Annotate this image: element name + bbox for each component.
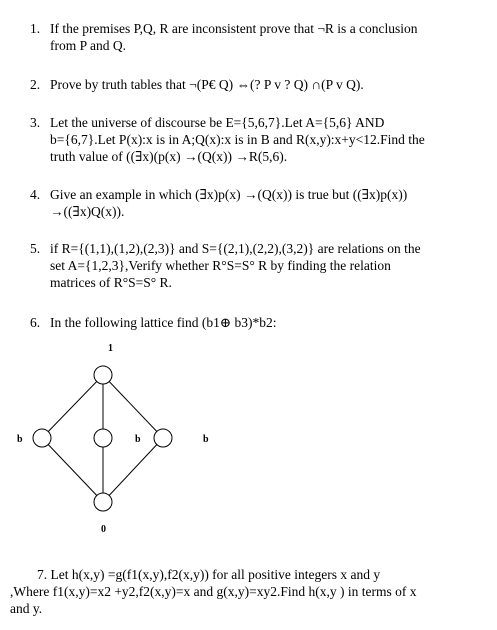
lattice-label-top: 1 <box>108 343 113 354</box>
question-text-line: matrices of R°S=S° R. <box>50 275 172 290</box>
question-number: 5. <box>30 241 41 256</box>
question-text-line: 7. Let h(x,y) =g(f1(x,y),f2(x,y)) for all positive integers x and y <box>37 567 381 582</box>
question-5 <box>30 240 492 291</box>
lattice-node-middle <box>94 429 112 447</box>
question-2 <box>30 76 492 93</box>
question-text-line: If the premises P,Q, R are inconsistent prove that ¬R is a conclusion <box>50 21 418 36</box>
lattice-node-right <box>154 429 172 447</box>
question-number: 3. <box>30 115 41 130</box>
question-6 <box>30 314 492 331</box>
question-text-line: if R={(1,1),(1,2),(2,3)} and S={(2,1),(2,2),(3,2)} are relations on the <box>50 241 421 256</box>
question-text-line: →((∃x)Q(x)). <box>50 204 125 219</box>
lattice-label-middle: b <box>135 434 141 445</box>
lattice-edge <box>103 438 163 502</box>
question-4 <box>30 186 492 220</box>
question-text-line: Let the universe of discourse be E={5,6,7}.Let A={5,6} AND <box>50 115 385 130</box>
question-text-line: ,Where f1(x,y)=x2 +y2,f2(x,y)=x and g(x,y)=xy2.Find h(x,y ) in terms of x <box>10 584 417 599</box>
lattice-edge <box>42 375 103 438</box>
lattice-node-bottom <box>94 493 112 511</box>
question-3 <box>30 114 492 165</box>
question-number: 6. <box>30 315 41 330</box>
question-text-line: from P and Q. <box>50 38 126 53</box>
question-text-line: truth value of ((∃x)(p(x) →(Q(x)) →R(5,6). <box>50 149 288 164</box>
lattice-node-top <box>94 366 112 384</box>
lattice-label-bottom: 0 <box>101 524 106 535</box>
lattice-node-left <box>33 429 51 447</box>
lattice-edge <box>103 375 163 438</box>
question-text-line: Give an example in which (∃x)p(x) →(Q(x)) is true but ((∃x)p(x)) <box>50 187 408 202</box>
question-text-line: and y. <box>10 601 43 616</box>
lattice-label-right: b <box>203 434 209 445</box>
lattice-diagram <box>0 330 260 545</box>
question-7 <box>10 566 492 617</box>
question-1 <box>30 20 492 54</box>
question-number: 2. <box>30 77 41 92</box>
question-text-line: b={6,7}.Let P(x):x is in A;Q(x):x is in B and R(x,y):x+y<12.Find the <box>50 132 425 147</box>
question-number: 4. <box>30 187 41 202</box>
lattice-edge <box>42 438 103 502</box>
question-number: 1. <box>30 21 41 36</box>
question-text-line: set A={1,2,3},Verify whether R°S=S° R by finding the relation <box>50 258 391 273</box>
question-text-line: In the following lattice find (b1⊕ b3)*b2: <box>50 315 277 330</box>
lattice-label-left: b <box>17 434 23 445</box>
question-text-line: Prove by truth tables that ¬(P€ Q) ⇔(? P v ? Q) ∩(P v Q). <box>50 77 364 92</box>
